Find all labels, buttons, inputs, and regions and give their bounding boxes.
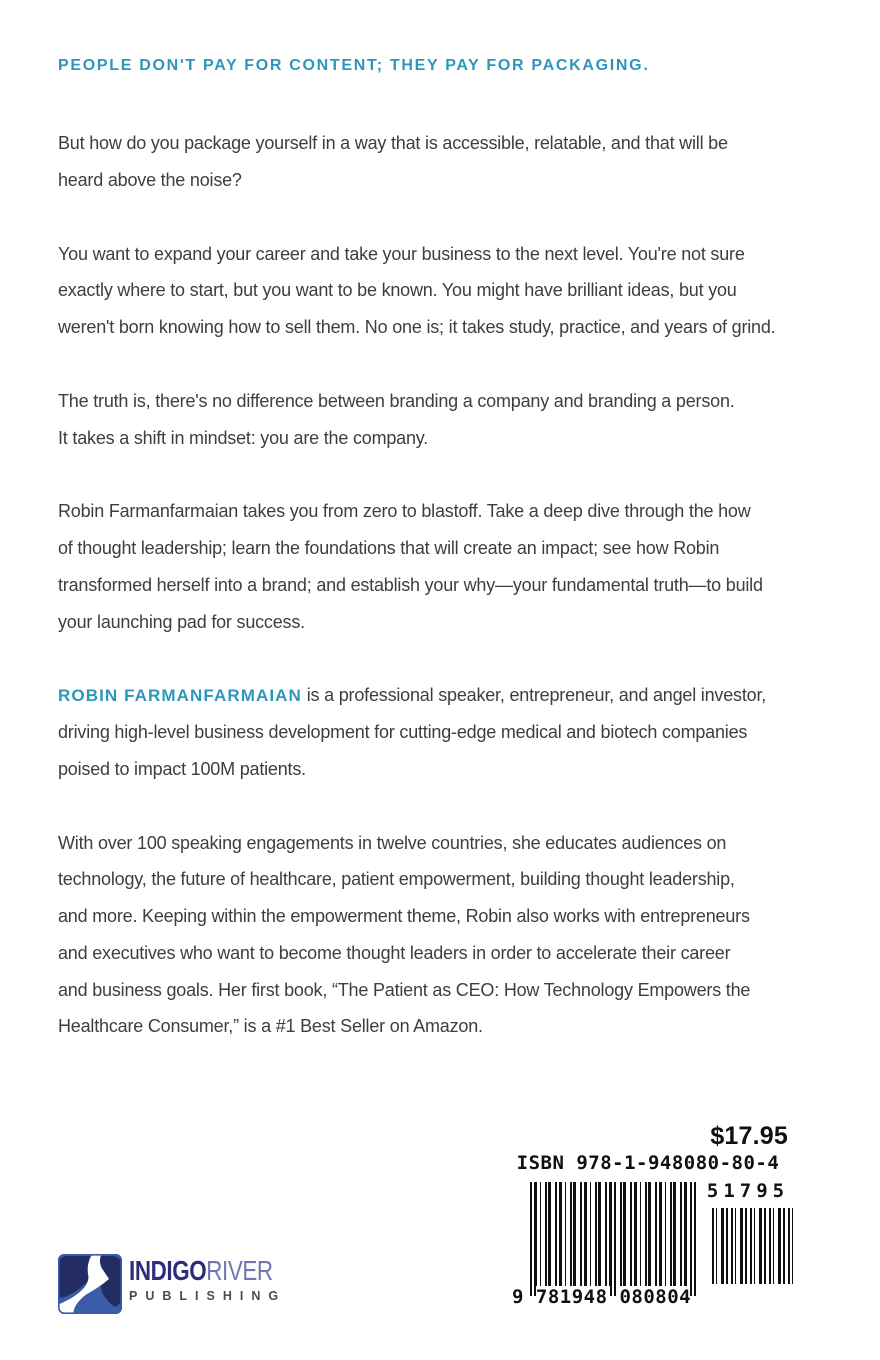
text-line: Healthcare Consumer,” is a #1 Best Seller on Amazon.	[58, 1016, 483, 1037]
body-paragraph	[58, 125, 860, 199]
author-name-highlight: ROBIN FARMANFARMAIAN	[58, 686, 302, 706]
price-addon-barcode	[712, 1208, 794, 1284]
isbn-number: ISBN 978-1-948080-80-4	[516, 1152, 780, 1174]
text-line: of thought leadership; learn the foundations that will create an impact; see how Robin	[58, 538, 720, 558]
publisher-name	[129, 1256, 273, 1286]
text-line: transformed herself into a brand; and establish your why—your fundamental truth—to build	[58, 574, 763, 595]
publisher-logo-text	[129, 1254, 309, 1303]
publisher-tagline: PUBLISHING	[129, 1289, 287, 1303]
barcode-guard-bar	[530, 1182, 536, 1296]
text-line: The truth is, there's no difference between branding a company and branding a person.	[58, 390, 735, 411]
body-paragraph	[58, 825, 860, 1046]
tagline-headline: PEOPLE DON'T PAY FOR CONTENT; THEY PAY FOR PACKAGING.	[58, 57, 650, 74]
text-line: your launching pad for success.	[58, 611, 305, 632]
text-line: and business goals. Her first book, “The Patient as CEO: How Technology Empowers the	[58, 979, 751, 1000]
publisher-name-river: RIVER	[206, 1255, 273, 1286]
barcode-guard-bar	[610, 1182, 616, 1296]
text-line: You want to expand your career and take your business to the next level. You're not sure	[58, 243, 745, 264]
publisher-name-indigo: INDIGO	[129, 1255, 207, 1286]
text-line: weren't born knowing how to sell them. No one is; it takes study, practice, and years of grind.	[58, 317, 776, 337]
back-cover-copy	[58, 54, 860, 1082]
text-line: poised to impact 100M patients.	[58, 758, 306, 779]
river-through-canyon-icon	[58, 1254, 122, 1314]
text-line: With over 100 speaking engagements in twelve countries, she educates audiences on	[58, 832, 727, 853]
barcode-guard-bar	[690, 1182, 696, 1296]
text-line	[58, 677, 860, 714]
barcode-digits: 9 781948 080804	[512, 1286, 692, 1308]
body-paragraph	[58, 236, 860, 346]
text-line: heard above the noise?	[58, 169, 242, 190]
body-paragraph	[58, 493, 860, 640]
price-label: $17.95	[710, 1122, 788, 1150]
text-line: exactly where to start, but you want to be known. You might have brilliant ideas, but you	[58, 280, 737, 301]
publisher-logo	[58, 1254, 309, 1314]
barcode-addon-code: 51795	[706, 1180, 790, 1202]
text-line: technology, the future of healthcare, patient empowerment, building thought leadership,	[58, 869, 735, 890]
text-line: and more. Keeping within the empowerment theme, Robin also works with entrepreneurs	[58, 906, 750, 926]
ean-barcode	[512, 1182, 696, 1312]
text-line: It takes a shift in mindset: you are the company.	[58, 427, 429, 448]
text-line: and executives who want to become thought leaders in order to accelerate their career	[58, 942, 731, 963]
author-bio-paragraph	[58, 677, 860, 787]
text-line: driving high-level business development for cutting-edge medical and biotech companies	[58, 722, 748, 742]
text-line: But how do you package yourself in a way that is accessible, relatable, and that will be	[58, 133, 728, 153]
text-line: Robin Farmanfarmaian takes you from zero to blastoff. Take a deep dive through the how	[58, 501, 751, 522]
body-paragraph	[58, 383, 860, 457]
text-line-rest: is a professional speaker, entrepreneur, and angel investor,	[301, 685, 767, 706]
